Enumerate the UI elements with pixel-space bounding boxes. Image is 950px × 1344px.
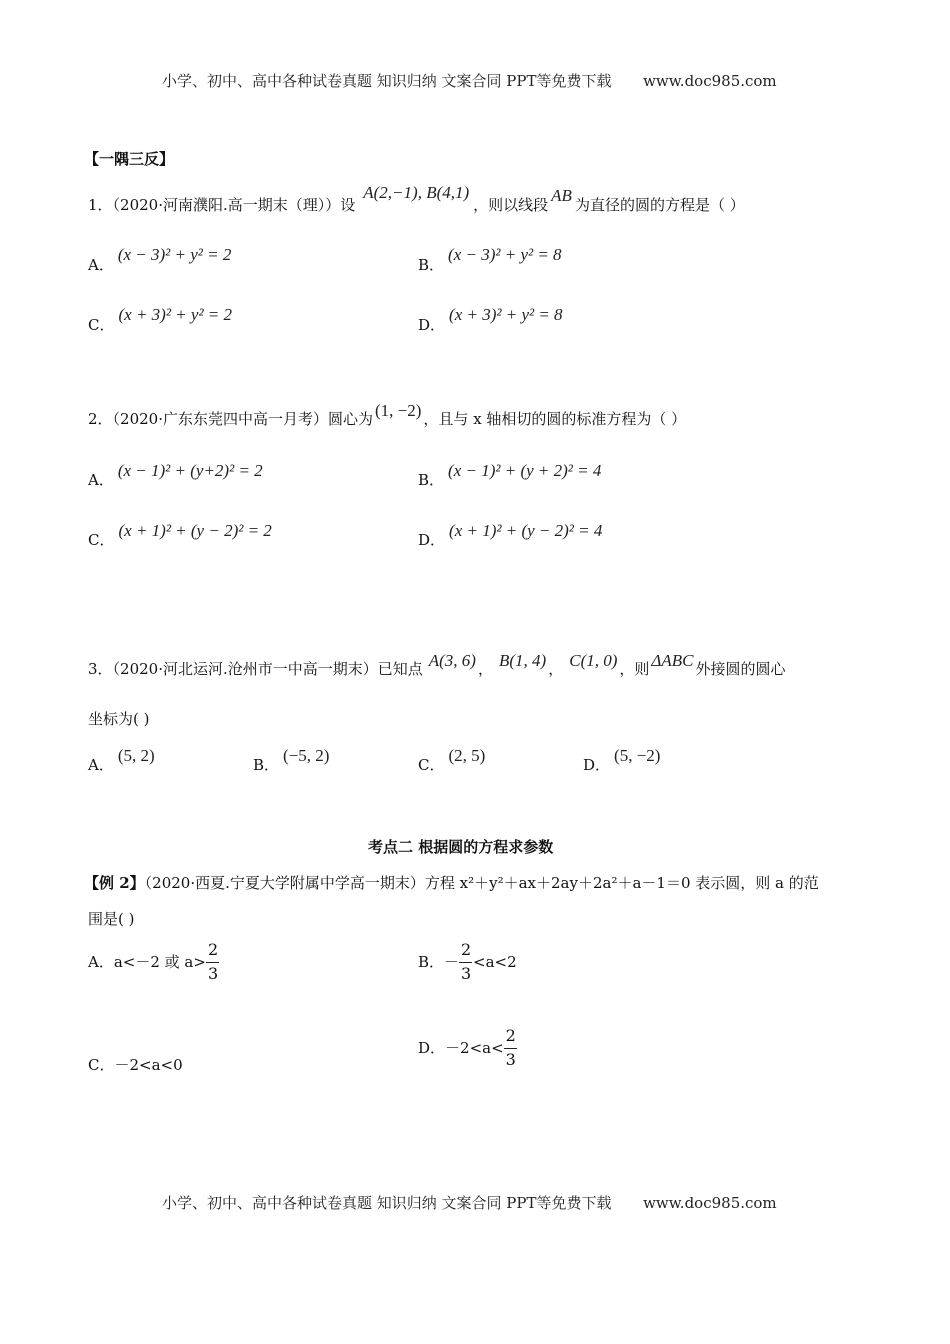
q3-point-c: C(1, 0) <box>569 651 618 670</box>
option-label: C． <box>88 1056 115 1074</box>
fraction-denominator: 3 <box>461 964 472 983</box>
option-post: <a<2 <box>473 953 517 971</box>
header-text: 小学、初中、高中各种试卷真题 知识归纳 文案合同 PPT等免费下载 <box>162 72 612 90</box>
section-tag: 【一隅三反】 <box>84 150 175 168</box>
header-url: www.doc985.com <box>643 72 777 90</box>
example-2-source: （2020·西夏.宁夏大学附属中学高一期末）方程 x²＋y²＋ax＋2ay＋2a²＋a－1＝0 表示圆，则 a 的范 <box>144 874 819 892</box>
q1-tail: 为直径的圆的方程是（ ） <box>574 196 745 214</box>
example-2-tag: 【例 2】 <box>84 874 145 892</box>
q3-comma-1: ， <box>477 660 493 678</box>
q2-option-a <box>88 461 263 490</box>
fraction-bar <box>504 1048 517 1049</box>
q2-option-c <box>88 521 272 550</box>
option-expr: (x + 3)² + y² = 8 <box>449 305 563 324</box>
q1-segment: AB <box>551 186 572 205</box>
option-pre: －2<a< <box>445 1039 504 1057</box>
fraction-numerator: 2 <box>461 940 472 959</box>
q1-option-b <box>418 245 562 275</box>
q2-option-d <box>418 521 603 550</box>
fraction-bar <box>459 962 472 963</box>
option-label: C． <box>418 756 445 774</box>
option-label: C． <box>88 531 115 549</box>
option-label: B． <box>418 953 445 971</box>
fraction-numerator: 2 <box>207 940 219 959</box>
option-label: D． <box>418 1039 446 1057</box>
option-label: A． <box>88 953 114 971</box>
q1-source: （2020·河南濮阳.高一期末（理））设 <box>112 196 356 214</box>
section-title-kaodian2: 考点二 根据圆的方程求参数 <box>368 838 554 856</box>
option-label: A． <box>88 756 114 774</box>
footer-text: 小学、初中、高中各种试卷真题 知识归纳 文案合同 PPT等免费下载 <box>162 1194 612 1212</box>
option-expr: (x + 1)² + (y − 2)² = 2 <box>118 521 272 540</box>
ex2-option-b <box>418 940 517 986</box>
q2-number: 2． <box>88 410 113 428</box>
ex2-option-a <box>88 940 220 986</box>
fraction <box>459 940 473 986</box>
option-label: C． <box>88 316 115 334</box>
option-label: A． <box>88 256 114 274</box>
q2-option-b <box>418 461 602 490</box>
q1-option-d <box>418 305 563 335</box>
option-expr: (x − 1)² + (y + 2)² = 4 <box>448 461 602 480</box>
option-label: D． <box>583 756 611 774</box>
option-expr: (−5, 2) <box>283 746 330 765</box>
q1-option-c <box>88 305 233 335</box>
option-label: D． <box>418 531 446 549</box>
q3-number: 3． <box>88 660 113 678</box>
q2-tail: ，且与 x 轴相切的圆的标准方程为（ ） <box>423 410 687 428</box>
q2-source: （2020·广东东莞四中高一月考）圆心为 <box>112 410 373 428</box>
option-label: A． <box>88 471 114 489</box>
q3-point-a: A(3, 6) <box>428 651 476 670</box>
q3-triangle: ΔABC <box>651 651 694 670</box>
ex2-option-c <box>88 1054 183 1075</box>
q3-option-c <box>418 746 486 775</box>
q1-mid: ，则以线段 <box>473 196 549 214</box>
q3-point-b: B(1, 4) <box>499 651 547 670</box>
q3-option-b <box>253 746 330 775</box>
q3-comma-2: ， <box>548 660 564 678</box>
fraction <box>206 940 220 986</box>
option-expr: (x + 1)² + (y − 2)² = 4 <box>449 521 603 540</box>
ex2-option-d <box>418 1026 518 1072</box>
fraction <box>504 1026 518 1072</box>
option-pre: a<－2 或 a> <box>113 953 206 971</box>
option-expr: (5, 2) <box>117 746 155 765</box>
fraction-denominator: 3 <box>505 1050 516 1069</box>
page-header <box>162 70 777 91</box>
q1-points: A(2,−1), B(4,1) <box>363 183 470 202</box>
question-3 <box>88 651 786 679</box>
option-expr: (x + 3)² + y² = 2 <box>118 305 233 324</box>
q3-tail: 外接圆的圆心 <box>695 660 786 678</box>
q3-then: ，则 <box>619 660 650 678</box>
fraction-numerator: 2 <box>505 1026 516 1045</box>
q1-option-a <box>88 245 232 275</box>
option-expr: (x − 3)² + y² = 2 <box>117 245 232 264</box>
option-label: B． <box>418 256 445 274</box>
option-pre: － <box>444 953 460 971</box>
option-pre: －2<a<0 <box>114 1056 183 1074</box>
fraction-denominator: 3 <box>207 964 219 983</box>
q3-option-d <box>583 746 661 775</box>
option-label: D． <box>418 316 446 334</box>
option-expr: (x − 1)² + (y+2)² = 2 <box>117 461 263 480</box>
question-1 <box>88 183 745 215</box>
q2-center: (1, −2) <box>375 401 422 420</box>
option-label: B． <box>418 471 445 489</box>
example-2-line-2: 围是( ) <box>88 910 135 928</box>
option-label: B． <box>253 756 280 774</box>
footer-url: www.doc985.com <box>643 1194 777 1212</box>
q3-source: （2020·河北运河.沧州市一中高一期末）已知点 <box>112 660 423 678</box>
page-footer <box>162 1192 777 1213</box>
example-2 <box>84 872 819 893</box>
option-expr: (2, 5) <box>448 746 486 765</box>
q3-line-2: 坐标为( ) <box>88 710 150 728</box>
option-expr: (5, −2) <box>614 746 661 765</box>
q3-option-a <box>88 746 155 775</box>
fraction-bar <box>206 962 219 963</box>
option-expr: (x − 3)² + y² = 8 <box>448 245 562 264</box>
q1-number: 1． <box>88 196 113 214</box>
question-2 <box>88 401 687 429</box>
